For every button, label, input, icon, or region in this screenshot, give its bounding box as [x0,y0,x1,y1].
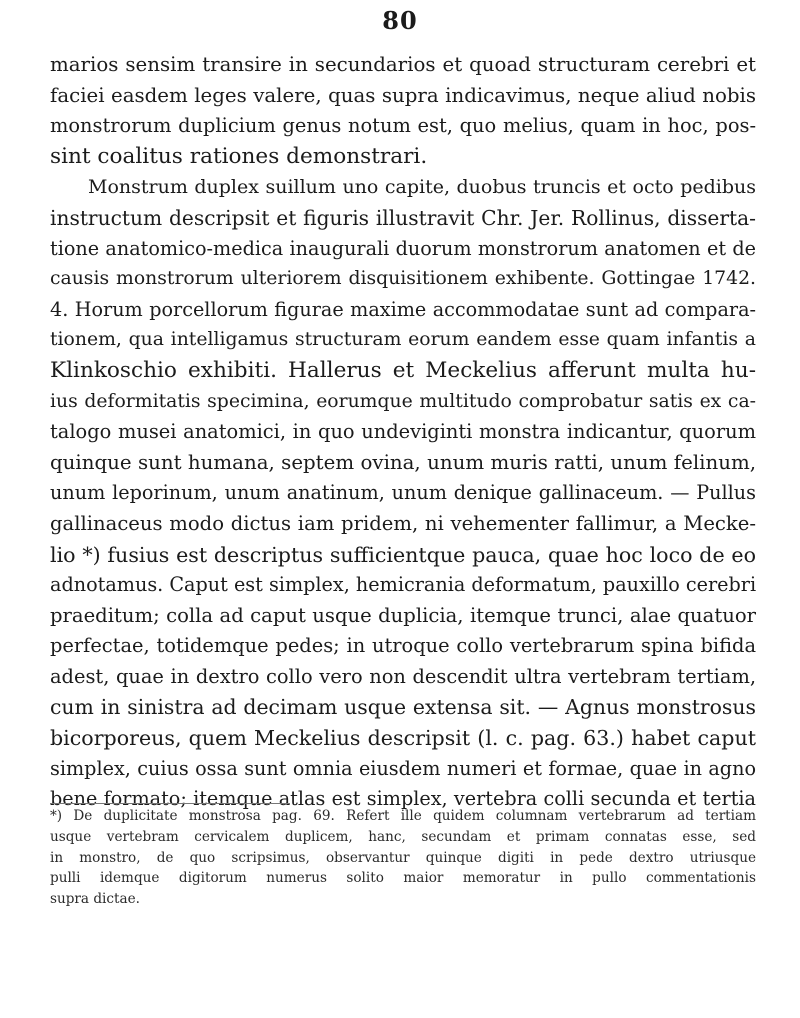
text-line: Klinkoschio exhibiti. Hallerus et Meckelius afferunt multa hu- [50,357,756,383]
text-line: bicorporeus, quem Meckelius descripsit (l. c. pag. 63.) habet caput [50,726,756,751]
body-text [50,50,756,815]
text-line: talogo musei anatomici, in quo undeviginti monstra indicantur, quorum [50,420,756,444]
text-line: monstrorum duplicium genus notum est, quo melius, quam in hoc, pos- [50,114,756,138]
text-line: tionem, qua intelligamus structuram eorum eandem esse quam infantis a [50,329,756,351]
text-line: ius deformitatis specimina, eorumque multitudo comprobatur satis ex ca- [50,390,756,412]
footnote [50,806,756,910]
text-line: tione anatomico-medica inaugurali duorum monstrorum anatomen et de [50,236,756,260]
text-line: bene formato; itemque atlas est simplex, vertebra colli secunda et tertia [50,787,756,811]
text-line: quinque sunt humana, septem ovina, unum muris ratti, unum felinum, [50,450,756,474]
page-number: 80 [382,6,418,35]
text-line: praeditum; colla ad caput usque duplicia, itemque trunci, alae quatuor [50,603,756,627]
text-line: lio *) fusius est descriptus sufficientque pauca, quae hoc loco de eo [50,542,756,567]
text-line: adest, quae in dextro collo vero non descendit ultra vertebram tertiam, [50,664,756,688]
text-line: gallinaceus modo dictus iam pridem, ni vehementer fallimur, a Mecke- [50,511,756,535]
text-line: perfectae, totidemque pedes; in utroque collo vertebrarum spina bifida [50,634,756,658]
text-line: adnotamus. Caput est simplex, hemicrania deformatum, pauxillo cerebri [50,573,757,597]
text-line: faciei easdem leges valere, quas supra indicavimus, neque aliud nobis [50,83,756,107]
text-line: causis monstrorum ulteriorem disquisitionem exhibente. Gottingae 1742. [50,268,756,290]
text-line: cum in sinistra ad decimam usque extensa sit. — Agnus monstrosus [50,695,756,720]
footnote-line: usque vertebram cervicalem duplicem, hanc, secundam et primam connatas esse, sed [50,828,756,845]
text-line: simplex, cuius ossa sunt omnia eiusdem numeri et formae, quae in agno [50,756,756,780]
footnote-line: *) De duplicitate monstrosa pag. 69. Refert ille quidem columnam vertebrarum ad tertiam [50,808,756,824]
footnote-line: pulli idemque digitorum numerus solito maior memoratur in pullo commentationis [50,870,756,887]
text-line: Monstrum duplex suillum uno capite, duobus truncis et octo pedibus [88,176,756,199]
text-line: sint coalitus rationes demonstrari. [50,143,428,169]
footnote-separator [50,803,290,804]
footnote-line: in monstro, de quo scripsimus, observantur quinque digiti in pede dextro utriusque [50,849,756,866]
footnote-line: supra dictae. [50,891,140,908]
text-line: unum leporinum, unum anatinum, unum denique gallinaceum. — Pullus [50,481,756,505]
text-line: instructum descripsit et figuris illustravit Chr. Jer. Rollinus, disserta- [50,205,756,230]
text-line: 4. Horum porcellorum figurae maxime accommodatae sunt ad compara- [50,297,756,321]
text-line: marios sensim transire in secundarios et quoad structuram cerebri et [50,53,756,76]
